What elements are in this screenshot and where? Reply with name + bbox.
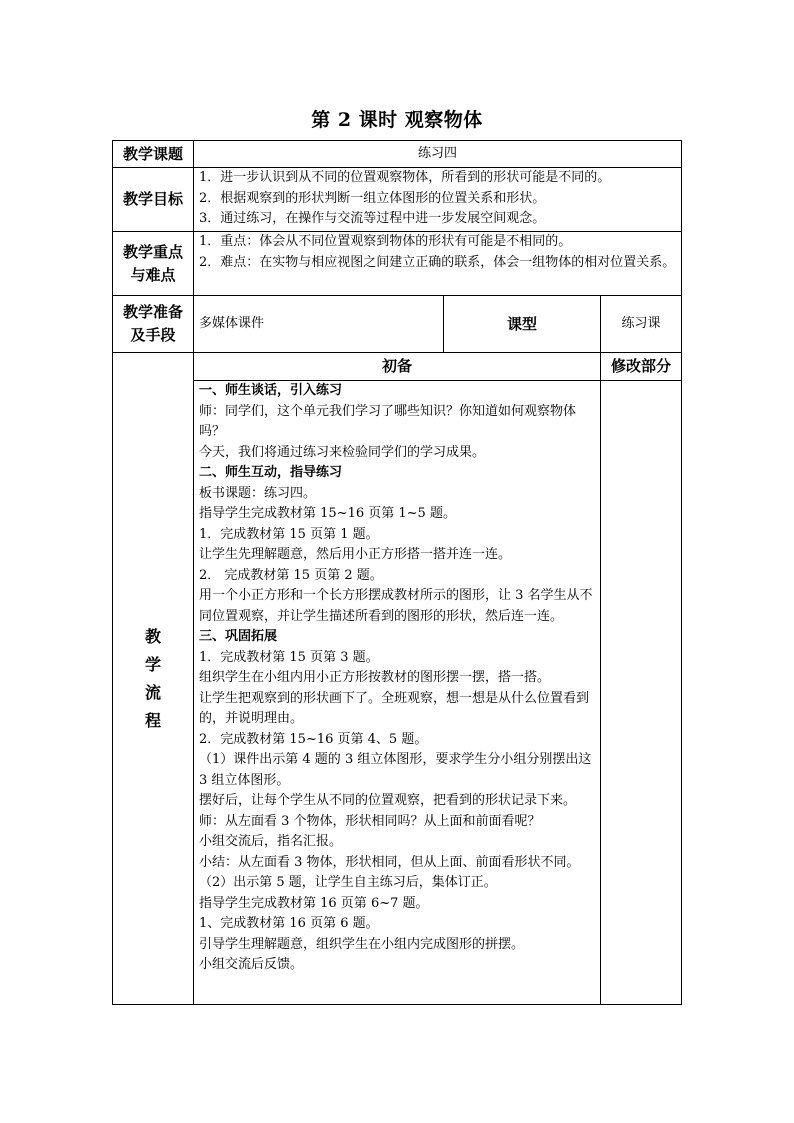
flow-label: [113, 353, 194, 1005]
topic-row: [113, 141, 682, 168]
topic-value: 练习四: [194, 141, 682, 168]
goals-cell: [194, 168, 682, 232]
keypoints-label-line: 与难点: [130, 265, 176, 284]
keypoints-row: [113, 232, 682, 296]
prep-row: [113, 296, 682, 353]
goal-item: 3．通过练习，在操作与交流等过程中进一步发展空间观念。: [199, 211, 546, 226]
flow-paragraph: 2．完成教材第 15~16 页第 4、5 题。: [199, 731, 428, 747]
flow-paragraph: 让学生先理解题意，然后用小正方形搭一搭并连一连。: [199, 547, 512, 562]
prep-value: 多媒体课件: [194, 296, 444, 353]
prep-label-line: 及手段: [130, 326, 176, 344]
flow-header-edit: 修改部分: [601, 353, 682, 381]
prep-label-line: 教学准备: [122, 303, 183, 321]
flow-content: [194, 381, 601, 1005]
flow-paragraph: 今天，我们将通过练习来检验同学们的学习成果。: [199, 444, 486, 460]
keypoint-item: 1．重点：体会从不同位置观察到物体的形状有可能是不相同的。: [199, 234, 572, 249]
flow-paragraph: 摆好后，让每个学生从不同的位置观察，把看到的形状记录下来。: [199, 793, 577, 808]
flow-paragraph: 小组交流后反馈。: [199, 957, 304, 972]
flow-header-row: [113, 353, 682, 381]
flow-paragraph: （2）出示第 5 题，让学生自主练习后，集体订正。: [199, 875, 497, 890]
flow-paragraph: 1．完成教材第 15 页第 3 题。: [199, 649, 379, 665]
flow-paragraph: （1）课件出示第 4 题的 3 组立体图形，要求学生分小组分别摆出这 3 组立体图形。: [199, 752, 592, 788]
flow-header-main: 初备: [194, 353, 601, 381]
flow-paragraph: 用一个小正方形和一个长方形摆成教材所示的图形，让 3 名学生从不同位置观察，并让学生描述所看到的图形的形状，然后连一连。: [199, 588, 593, 624]
flow-label-char: 流: [144, 682, 161, 702]
flow-paragraph: 1、完成教材第 16 页第 6 题。: [199, 916, 379, 931]
goals-row: [113, 168, 682, 232]
topic-label: 教学课题: [113, 141, 194, 168]
keypoints-cell: [194, 232, 682, 296]
flow-paragraph: 小组交流后，指名汇报。: [199, 834, 343, 849]
type-label: 课型: [444, 296, 601, 353]
flow-paragraph: 指导学生完成教材第 16 页第 6~7 题。: [199, 895, 429, 911]
goals-label: 教学目标: [113, 168, 194, 232]
keypoints-label: [113, 232, 194, 296]
flow-label-char: 学: [144, 654, 161, 674]
lesson-plan-table: [112, 140, 682, 1005]
keypoint-item: 2．难点：在实物与相应视图之间建立正确的联系，体会一组物体的相对位置关系。: [199, 254, 676, 270]
flow-paragraph: 1．完成教材第 15 页第 1 题。: [199, 526, 379, 542]
flow-body-row: [113, 381, 682, 1005]
flow-section-heading: 二、师生互动，指导练习: [199, 465, 343, 480]
flow-paragraph: 组织学生在小组内用小正方形按教材的图形摆一摆，搭一搭。: [199, 670, 551, 685]
goal-item: 1．进一步认识到从不同的位置观察物体，所看到的形状可能是不同的。: [199, 170, 611, 185]
prep-label: [113, 296, 194, 353]
flow-paragraph: 2． 完成教材第 15 页第 2 题。: [199, 567, 383, 583]
flow-paragraph: 指导学生完成教材第 15~16 页第 1~5 题。: [199, 506, 456, 521]
page-title: 第 2 课时 观察物体: [311, 109, 483, 131]
flow-label-char: 教: [144, 626, 161, 646]
flow-paragraph: 引导学生理解题意，组织学生在小组内完成图形的拼摆。: [199, 936, 525, 952]
flow-section-heading: 三、巩固拓展: [199, 629, 278, 644]
flow-paragraph: 师：同学们，这个单元我们学习了哪些知识？你知道如何观察物体吗？: [199, 403, 577, 439]
flow-paragraph: 让学生把观察到的形状画下了。全班观察，想一想是从什么位置看到的，并说明理由。: [199, 690, 590, 726]
flow-edit-cell: [601, 381, 682, 1005]
keypoints-label-line: 教学重点: [122, 242, 183, 261]
flow-paragraph: 板书课题：练习四。: [199, 485, 317, 501]
type-value: 练习课: [601, 296, 682, 353]
flow-paragraph: 小结：从左面看 3 物体，形状相同，但从上面、前面看形状不同。: [199, 854, 580, 870]
flow-paragraph: 师：从左面看 3 个物体，形状相同吗？从上面和前面看呢？: [199, 813, 541, 829]
flow-label-char: 程: [144, 710, 161, 730]
flow-section-heading: 一、师生谈话，引入练习: [199, 383, 343, 398]
goal-item: 2．根据观察到的形状判断一组立体图形的位置关系和形状。: [199, 190, 546, 206]
